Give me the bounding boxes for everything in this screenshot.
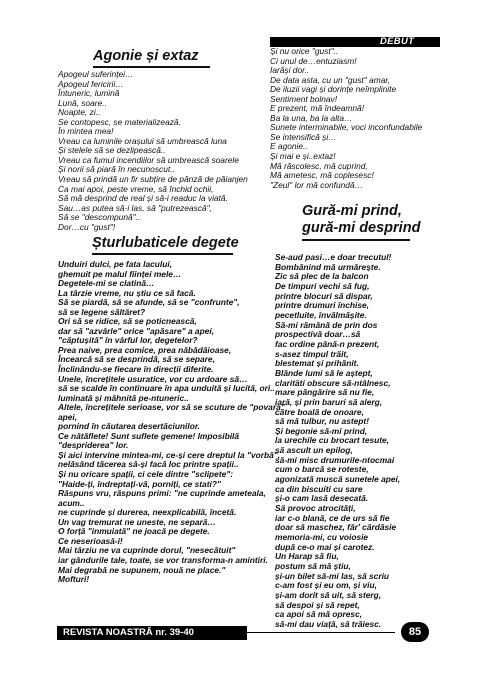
poem-line: De iluzii vagi și dorințe neîmplinite xyxy=(270,84,397,95)
poem-line: E prezent, mă îndeamnă! xyxy=(270,103,365,114)
poem-line: Blânde lumi să le aștept, xyxy=(275,367,373,378)
poem-line: Sentiment bolnav! xyxy=(270,93,338,104)
poem-line: iară, și prin baruri să alerg, xyxy=(275,396,383,407)
poem-title-sturlubaticele: Șturlubaticele degete xyxy=(92,235,239,251)
section-label: DEBUT xyxy=(380,36,415,47)
poem-line: Vreau ca luminile orașului să umbrească luna xyxy=(58,135,227,146)
poem-line: Răspuns vru, răspuns primi: "ne cuprinde ameteala, xyxy=(58,488,266,499)
title-underline xyxy=(93,66,210,68)
poem-line: să se scalde în continuare în apa unduită și lucită, ori.. xyxy=(58,383,275,394)
poem-line: Apogeul fericirii… xyxy=(58,78,124,89)
poem-line: Un Harap să fiu, xyxy=(275,551,339,562)
page-number: 85 xyxy=(401,622,429,642)
poem-line: Unduiri dulci, pe fata lacului, xyxy=(58,259,173,269)
poem-line: Vreau ca fumul incendiilor să umbrească soarele xyxy=(58,154,239,165)
poem-agonie-continuation xyxy=(270,47,422,190)
poem-line: Să se "descompună".. xyxy=(58,212,141,223)
poem-line: pecetluite, învălmășite. xyxy=(275,309,367,320)
poem-line: Mai degrabă ne supunem, nouă ne place." xyxy=(58,564,226,575)
poem-line: dar să "azvârle" orice "apăsare" a apei, xyxy=(58,325,215,336)
poem-line: Lună, soare.. xyxy=(58,97,107,108)
poem-line: Se-aud pasi…e doar trecutul! xyxy=(275,252,392,262)
poem-line: iar c-o blană, ce de urs să fie xyxy=(275,512,390,523)
poem-line: c-am fost și eu om, și viu, xyxy=(275,580,377,591)
poem-agonie-body xyxy=(58,70,248,232)
poem-line: O forță "inmuiată" ne joacă pe degete. xyxy=(58,526,210,537)
poem-title-line: Gură-mi prind, xyxy=(302,203,402,219)
poem-line: Bombănind mă urmărește. xyxy=(275,261,381,272)
poem-line: să despoi și să repet, xyxy=(275,599,360,610)
poem-line: s-asez timpul trăit, xyxy=(275,348,349,359)
poem-line: printre blocuri să dispar, xyxy=(275,290,373,301)
poem-line: să mă tulbur, nu astept! xyxy=(275,416,370,427)
poem-title-gura xyxy=(302,203,420,237)
poem-line: Sau…as putea să-i las, să "putrezească", xyxy=(58,202,212,213)
poem-line: În mintea mea! xyxy=(58,126,114,137)
poem-line: Mă ametesc, mă coplesesc! xyxy=(270,170,374,181)
poem-line: Apogeul suferinței… xyxy=(58,69,134,79)
poem-line: Unele, încrețitele usuratice, vor cu ardoare să… xyxy=(58,373,248,384)
poem-line: cum o barcă se roteste, xyxy=(275,464,369,475)
poem-line: Încearcă să se desprindă, să se separe, xyxy=(58,354,215,365)
poem-line: Ba la una, ba la alta… xyxy=(270,112,353,123)
poem-line: la urechile cu brocart tesute, xyxy=(275,435,390,446)
poem-line: Iarăși dor.. xyxy=(270,65,310,76)
poem-line: Mofturi! xyxy=(58,574,90,585)
poem-line: Altele, încrețitele serioase, vor să se scuture de "povara" xyxy=(58,402,285,413)
poem-line: Degetele-mi se clatină… xyxy=(58,278,155,289)
poem-line: și-o cam lasă desecată. xyxy=(275,493,369,504)
poem-line: Ce nătăflete! Sunt suflete gemene! Imposibilă xyxy=(58,430,240,441)
poem-line: Să-mi rămână de prin dos xyxy=(275,319,378,330)
poem-line: "căptușită" în vârful lor, degetelor? xyxy=(58,335,198,346)
poem-line: postum să mă știu, xyxy=(275,561,351,571)
poem-line: Înclinându-se fiecare în direcții diferite. xyxy=(58,364,214,375)
poem-line: Zic să plec de la balcon xyxy=(275,271,369,282)
poem-line: Să mă desprind de real și să-i readuc la viată. xyxy=(58,193,228,204)
poem-line: De data asta, cu un "gust" amar, xyxy=(270,74,391,85)
poem-line: Și mai e și..extaz! xyxy=(270,151,336,162)
poem-line: Mă răscolesc, mă cuprind, xyxy=(270,160,368,171)
poem-line: Ori să se ridice, să se poticnească, xyxy=(58,316,197,327)
poem-line: La târzie vreme, nu știu ce să facă. xyxy=(58,287,196,298)
poem-line: Prea naive, prea comice, prea năbădăioase, xyxy=(58,344,232,355)
poem-line: blestemat și prihănit. xyxy=(275,358,359,369)
poem-line: Se intensifică și… xyxy=(270,131,337,142)
poem-line: ca din biscuiti cu sare xyxy=(275,483,363,494)
poem-line: Mai târziu ne va cuprinde dorul, "nesecătuit" xyxy=(58,545,236,556)
poem-title-agonie: Agonie și extaz xyxy=(93,48,199,64)
poem-line: "Zeul" lor mă confundă… xyxy=(270,179,363,190)
poem-line: Și norii să piară în necunoscut.. xyxy=(58,164,175,175)
poem-line: Să se piardă, să se afunde, să se "confrunte", xyxy=(58,297,240,308)
poem-line: nelăsând tăcerea să-și facă loc printre spații.. xyxy=(58,459,239,470)
poem-sturlubaticele-body xyxy=(58,260,285,585)
poem-line: fac ordine până-n prezent, xyxy=(275,338,380,349)
poem-line: să ascult un epilog, xyxy=(275,445,353,456)
poem-line: Ce neserioasă-i! xyxy=(58,535,123,546)
poem-line: Și begonie să-mi prind, xyxy=(275,425,368,436)
poem-line: printre drumuri închise, xyxy=(275,300,370,311)
poem-line: apei, xyxy=(58,411,78,422)
poem-line: și-am dorit să uit, să sterg, xyxy=(275,589,382,600)
poem-line: pornind în căutarea desertăciunilor. xyxy=(58,421,200,432)
poem-line: ghemuit pe malul ființei mele… xyxy=(58,268,182,279)
poem-line: către boală de onoare, xyxy=(275,406,364,417)
poem-line: Și nu oricare spații, ci cele dintre "sclipete": xyxy=(58,469,234,480)
poem-line: De timpuri vechi să fug, xyxy=(275,280,370,291)
poem-line: și-un bilet să-mi las, să scriu xyxy=(275,570,390,581)
poem-line: Și nu orice "gust".. xyxy=(270,46,339,56)
footer-divider xyxy=(247,632,395,633)
poem-line: memoria-mi, cu voiosie xyxy=(275,532,369,543)
poem-line: mare păngărire să nu fie, xyxy=(275,387,375,398)
poem-line: iar gândurile tale, toate, se vor transforma-n amintiri. xyxy=(58,554,268,565)
poem-line: Sunete interminabile, voci inconfundabile xyxy=(270,122,423,133)
poem-line: Dor…cu "gust"! xyxy=(58,221,116,232)
poem-line: acum.. xyxy=(58,497,85,508)
poem-line: Și stelele să se dezlipească.. xyxy=(58,145,166,156)
poem-line: "Haide-ți, îndreptați-vă, porniți, ce stati?" xyxy=(58,478,221,489)
poem-line: Noapte, zi.. xyxy=(58,107,101,118)
poem-line: să-mi dau viață, să trăiesc. xyxy=(275,618,382,629)
poem-line: ca apoi să mă opresc, xyxy=(275,609,363,620)
poem-line: Ci unul de…entuziasm! xyxy=(270,55,357,66)
poem-line: Vreau să prindă un fir subțire de pânză de păianjen xyxy=(58,174,248,185)
title-underline xyxy=(92,253,233,255)
poem-line: doar să maschez, făr' cărdăsie xyxy=(275,522,397,533)
poem-line: Să provoc atrocități, xyxy=(275,503,356,514)
title-underline xyxy=(302,239,410,241)
poem-line: după ce-o mai și carotez. xyxy=(275,541,375,552)
poem-line: Un vag tremurat ne uneste, ne separă… xyxy=(58,516,216,527)
poem-line: E agonie.. xyxy=(270,141,308,152)
poem-title-line: gură-mi desprind xyxy=(302,220,421,236)
poem-line: să-mi misc drumurile-ntocmai xyxy=(275,454,395,465)
poem-line: luminată și mâhnită pe-ntuneric.. xyxy=(58,392,189,403)
poem-gura-body xyxy=(275,253,400,630)
poem-line: Ca mai apoi, peste vreme, să închid ochii, xyxy=(58,183,214,194)
poem-line: claritäti obscure să-ntâlnesc, xyxy=(275,377,391,388)
poem-line: să se legene săltăret? xyxy=(58,306,146,317)
poem-line: Și aici intervine mintea-mi, ce-și cere dreptul la "vorbă", xyxy=(58,449,281,460)
poem-line: "despriderea" lor. xyxy=(58,440,129,451)
poem-line: agonizată muscă sunetele apei, xyxy=(275,474,401,485)
poem-line: ne cuprinde și durerea, neexplicabilă, încetă. xyxy=(58,507,237,518)
poem-line: Se contopesc, se materializează. xyxy=(58,116,181,127)
poem-line: Întuneric, lumină xyxy=(58,88,120,99)
magazine-footer: REVISTA NOASTRĂ nr. 39-40 xyxy=(57,626,247,640)
poem-line: prospectivă doar…să xyxy=(275,329,361,340)
